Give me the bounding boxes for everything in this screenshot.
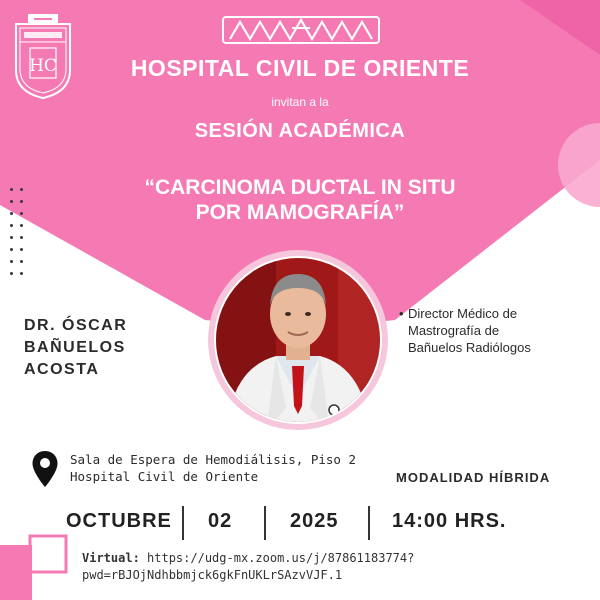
invite-text: invitan a la: [271, 95, 329, 109]
virtual-url-line-2[interactable]: pwd=rBJOjNdhbbmjck6gkFnUKLrSAzvVJF.1: [82, 568, 343, 582]
hospital-name: HOSPITAL CIVIL DE ORIENTE: [130, 55, 470, 81]
virtual-url-line-1[interactable]: https://udg-mx.zoom.us/j/87861183774?: [147, 551, 415, 565]
speaker-name-line-1: DR. ÓSCAR: [24, 317, 128, 334]
date-divider: [368, 506, 370, 540]
event-time: 14:00 HRS.: [392, 510, 507, 532]
speaker-name: [24, 315, 174, 381]
event-year: 2025: [290, 510, 339, 532]
speaker-role-line-1: Director Médico de: [408, 306, 518, 321]
event-location: [70, 451, 356, 485]
date-divider: [182, 506, 184, 540]
virtual-label: Virtual:: [82, 551, 140, 565]
map-pin-icon: [31, 450, 59, 488]
bullet-icon: •: [399, 306, 404, 321]
speaker-name-line-3: ACOSTA: [24, 361, 100, 378]
hospital-brand-logo-icon: [222, 14, 380, 46]
talk-title-line-2: POR MAMOGRAFÍA”: [195, 201, 405, 224]
event-day: 02: [208, 510, 233, 532]
location-line-2: Hospital Civil de Oriente: [70, 469, 259, 484]
speaker-name-line-2: BAÑUELOS: [24, 339, 126, 356]
virtual-link-block: [82, 550, 582, 584]
speaker-role-line-3: Bañuelos Radiólogos: [408, 340, 531, 355]
talk-title: [0, 175, 600, 225]
event-month: OCTUBRE: [66, 510, 172, 532]
speaker-role: [399, 305, 598, 356]
speaker-portrait: [206, 248, 390, 432]
session-title: SESIÓN ACADÉMICA: [194, 120, 406, 142]
speaker-role-line-2: Mastrografía de: [408, 323, 500, 338]
location-line-1: Sala de Espera de Hemodiálisis, Piso 2: [70, 452, 356, 467]
talk-title-line-1: “CARCINOMA DUCTAL IN SITU: [144, 176, 456, 199]
date-divider: [264, 506, 266, 540]
event-modality: MODALIDAD HÍBRIDA: [396, 470, 551, 485]
logo-initials: HC: [29, 56, 57, 76]
